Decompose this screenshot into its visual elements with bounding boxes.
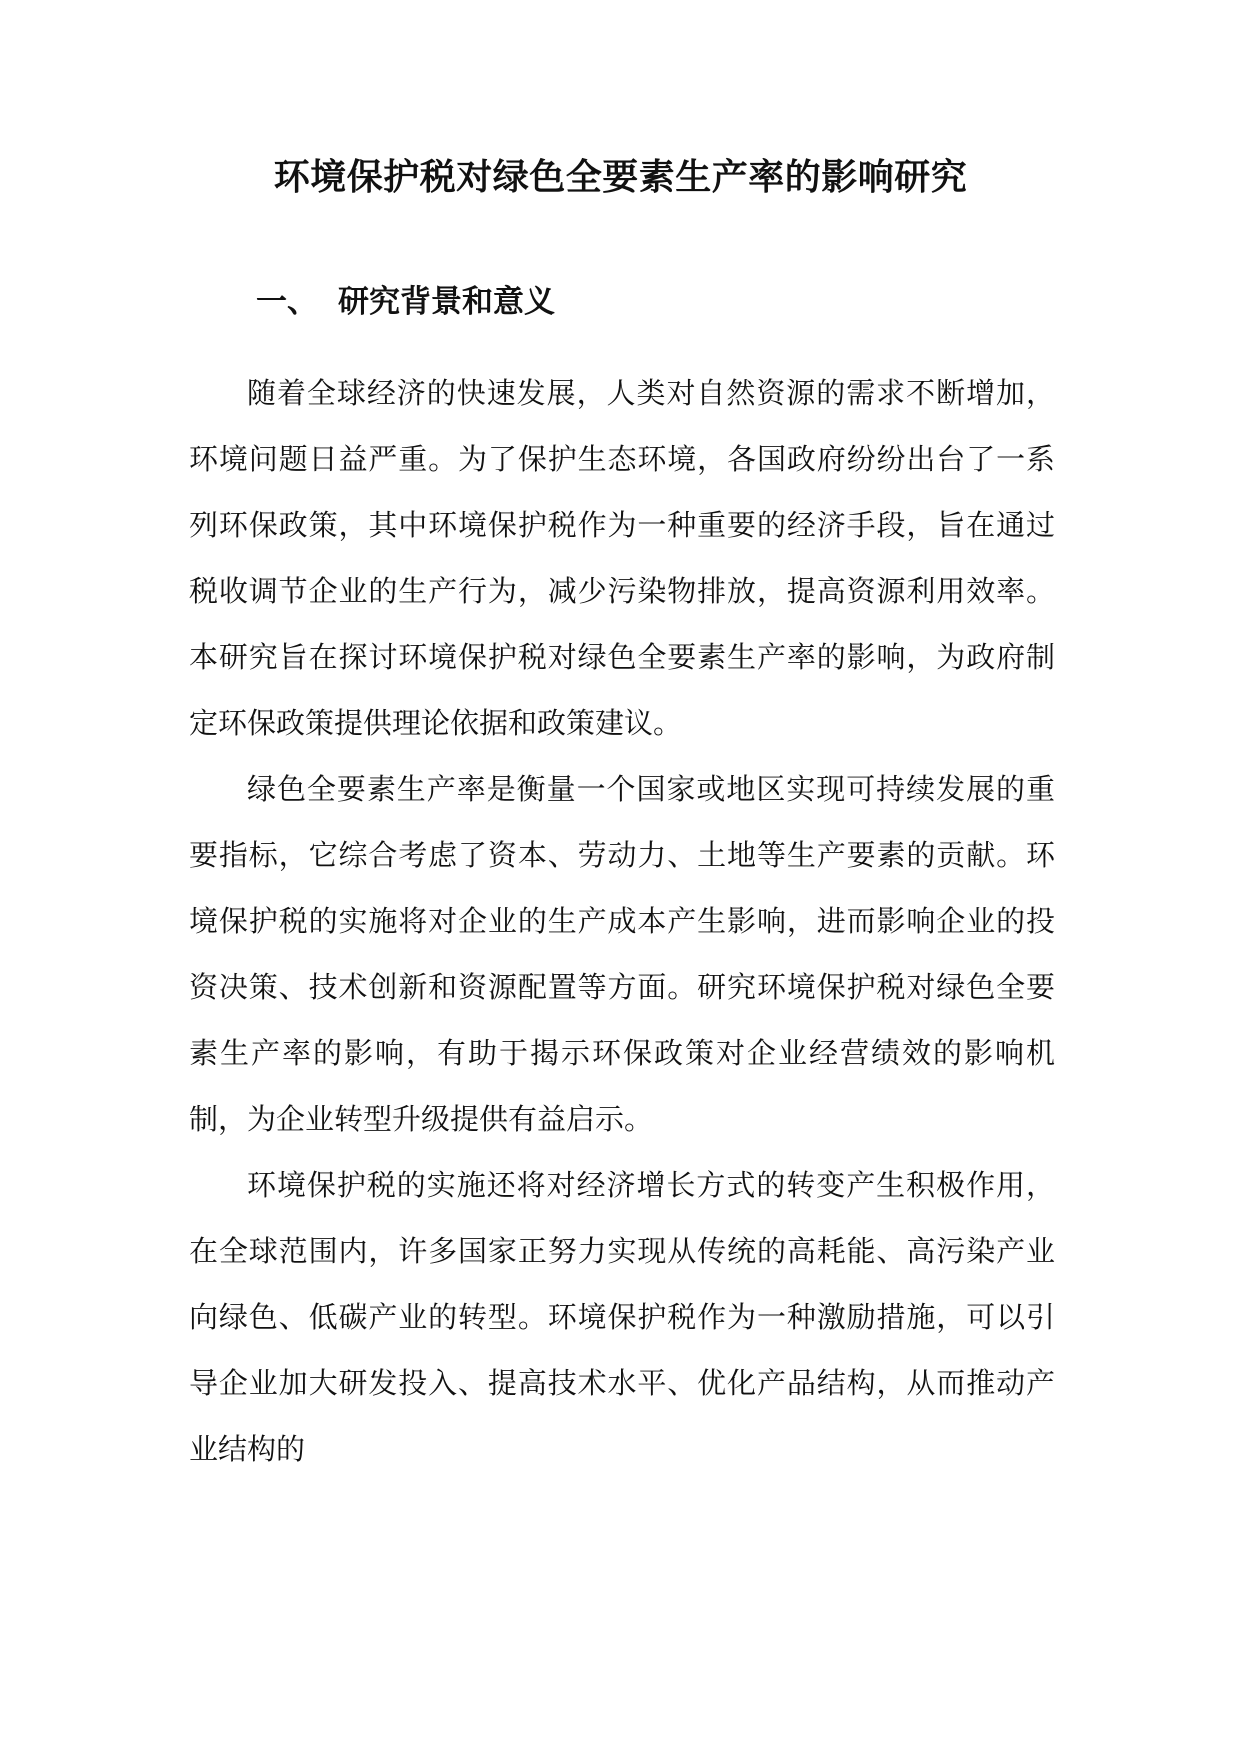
section-number: 一、 [256,284,318,320]
paragraph: 环境保护税的实施还将对经济增长方式的转变产生积极作用，在全球范围内，许多国家正努力实现从传统的高耗能、高污染产业向绿色、低碳产业的转型。环境保护税作为一种激励措施，可以引导企业加大研发投入、提高技术水平、优化产品结构，从而推动产业结构的 [189,1168,1055,1466]
body-text [189,360,1055,1482]
document-title: 环境保护税对绿色全要素生产率的影响研究 [273,156,968,198]
section-heading [256,280,555,324]
section-heading-text: 研究背景和意义 [338,284,555,320]
paragraph: 绿色全要素生产率是衡量一个国家或地区实现可持续发展的重要指标，它综合考虑了资本、劳动力、土地等生产要素的贡献。环境保护税的实施将对企业的生产成本产生影响，进而影响企业的投资决策、技术创新和资源配置等方面。研究环境保护税对绿色全要素生产率的影响，有助于揭示环保政策对企业经营绩效的影响机制，为企业转型升级提供有益启示。 [189,772,1055,1136]
paragraph: 随着全球经济的快速发展，人类对自然资源的需求不断增加，环境问题日益严重。为了保护生态环境，各国政府纷纷出台了一系列环保政策，其中环境保护税作为一种重要的经济手段，旨在通过税收调节企业的生产行为，减少污染物排放，提高资源利用效率。本研究旨在探讨环境保护税对绿色全要素生产率的影响，为政府制定环保政策提供理论依据和政策建议。 [189,376,1055,740]
